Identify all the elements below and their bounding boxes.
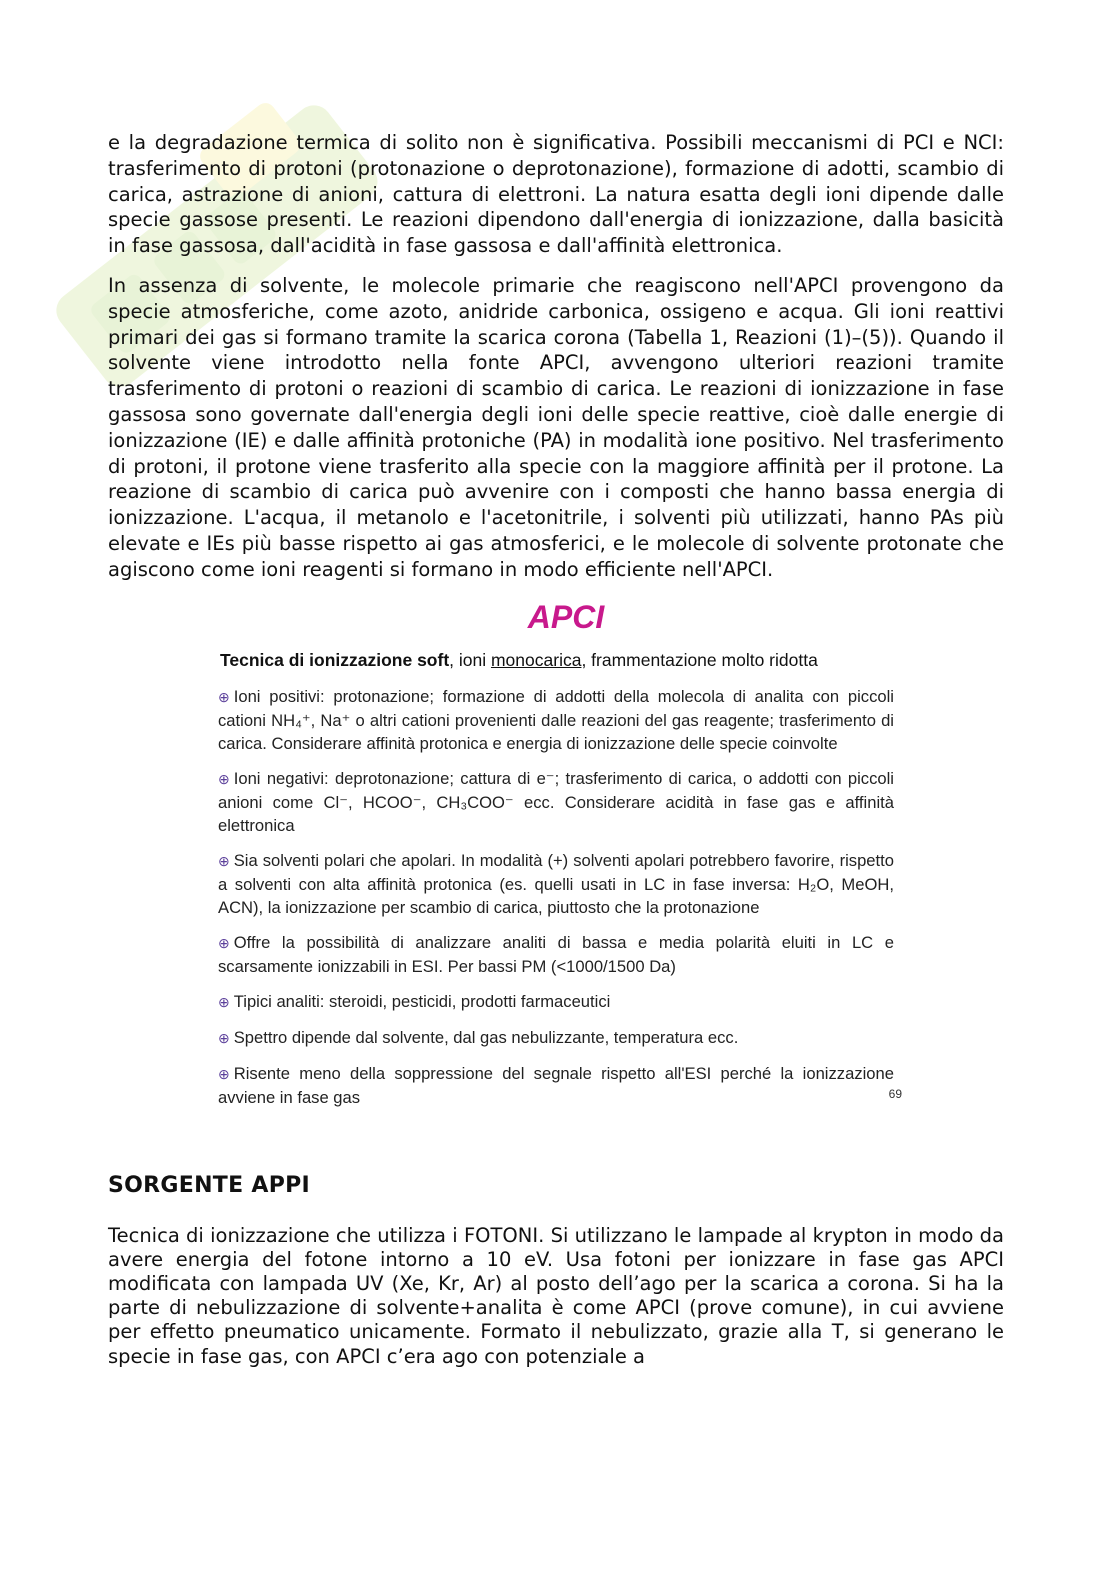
slide-bullet-list bbox=[218, 685, 894, 1109]
bullet-text: Ioni negativi: deprotonazione; cattura di e⁻; trasferimento di carica, o addotti con piccoli anioni come Cl⁻, HCOO⁻, CH₃COO⁻ ecc. Considerare acidità in fase gas e affinità elettronica bbox=[218, 768, 894, 835]
bullet-marker-icon: ⊕ bbox=[218, 770, 230, 787]
bullet-item bbox=[218, 1062, 894, 1109]
bullet-text: Offre la possibilità di analizzare analiti di bassa e media polarità eluiti in LC e scarsamente ionizzabili in ESI. Per bassi PM (<1000/1500 Da) bbox=[218, 932, 894, 976]
bullet-item bbox=[218, 931, 894, 978]
bullet-text: Tipici analiti: steroidi, pesticidi, prodotti farmaceutici bbox=[233, 991, 611, 1011]
slide-title: APCI bbox=[527, 598, 605, 635]
bullet-marker-icon: ⊕ bbox=[218, 1029, 230, 1046]
document-body bbox=[108, 130, 1004, 1369]
subtitle-sep: , ioni bbox=[449, 649, 491, 670]
bullet-item bbox=[218, 685, 894, 755]
bullet-text: Sia solventi polari che apolari. In modalità (+) solventi apolari potrebbero favorire, rispetto a solventi con alta affinità protonica (es. quelli usati in LC in fase inversa: H₂O, MeOH, ACN), la ionizzazione per scambio di carica, piuttosto che la protonazione bbox=[218, 850, 894, 917]
paragraph-ionization-mechanisms: e la degradazione termica di solito non è significativa. Possibili meccanismi di PCI e NCI: trasferimento di protoni (protonazione o deprotonazione), formazione di adotti, scambio di carica, astrazione di anioni, cattura di elettroni. La natura esatta degli ioni dipende dalle specie gassose presenti. Le reazioni dipendono dall'energia di ionizzazione, dalla basicità in fase gassosa, dall'acidità in fase gassosa e dall'affinità elettronica. bbox=[108, 131, 1004, 258]
bullet-text: Spettro dipende dal solvente, dal gas nebulizzante, temperatura ecc. bbox=[233, 1027, 739, 1047]
bullet-marker-icon: ⊕ bbox=[218, 852, 230, 869]
bullet-marker-icon: ⊕ bbox=[218, 688, 230, 705]
subtitle-underlined: monocarica bbox=[490, 649, 582, 670]
bullet-item bbox=[218, 849, 894, 919]
bullet-item bbox=[218, 1026, 894, 1050]
apci-slide bbox=[218, 598, 902, 1109]
bullet-item bbox=[218, 767, 894, 837]
bullet-marker-icon: ⊕ bbox=[218, 934, 230, 951]
bullet-item bbox=[218, 990, 894, 1014]
bullet-marker-icon: ⊕ bbox=[218, 1065, 230, 1082]
slide-page-number: 69 bbox=[888, 1086, 902, 1101]
slide-subtitle bbox=[220, 650, 894, 671]
subtitle-rest: , frammentazione molto ridotta bbox=[581, 649, 818, 670]
paragraph-appi: Tecnica di ionizzazione che utilizza i FOTONI. Si utilizzano le lampade al krypton in modo da avere energia del fotone intorno a 10 eV. Usa fotoni per ionizzare in fase gas APCI modificata con lampada UV (Xe, Kr, Ar) al posto dell’ago per la scarica a corona. Si ha la parte di nebulizzazione di solvente+analita è come APCI (prove comune), in cui avviene per effetto pneumatico unicamente. Formato il nebulizzato, grazie alla T, si generano le specie in fase gas, con APCI c’era ago con potenziale a bbox=[108, 1223, 1004, 1368]
bullet-text: Risente meno della soppressione del segnale rispetto all'ESI perché la ionizzazione avviene in fase gas bbox=[218, 1063, 894, 1107]
bullet-text: Ioni positivi: protonazione; formazione di addotti della molecola di analita con piccoli cationi NH₄⁺, Na⁺ o altri cationi provenienti dalle reazioni del gas reagente; trasferimento di carica. Considerare affinità protonica e energia di ionizzazione delle specie coinvolte bbox=[218, 686, 894, 753]
bullet-marker-icon: ⊕ bbox=[218, 993, 230, 1010]
subtitle-bold: Tecnica di ionizzazione soft bbox=[220, 649, 450, 670]
paragraph-apci-reactions: In assenza di solvente, le molecole primarie che reagiscono nell'APCI provengono da specie atmosferiche, come azoto, anidride carbonica, ossigeno e acqua. Gli ioni reattivi primari dei gas si formano tramite la scarica corona (Tabella 1, Reazioni (1)–(5)). Quando il solvente viene introdotto nella fonte APCI, avvengono ulteriori reazioni tramite trasferimento di protoni o reazioni di scambio di carica. Le reazioni di ionizzazione in fase gassosa sono governate dall'energia degli ioni delle specie reattive, cioè dalle energie di ionizzazione (IE) e dalle affinità protoniche (PA) in modalità ione positivo. Nel trasferimento di protoni, il protone viene trasferito alla specie con la maggiore affinità per il protone. La reazione di scambio di carica può avvenire con i composti che hanno bassa energia di ionizzazione. L'acqua, il metanolo e l'acetonitrile, i solventi più utilizzati, hanno PAs più elevate e IEs più basse rispetto ai gas atmosferici, e le molecole di solvente protonate che agiscono come ioni reagenti si formano in modo efficiente nell'APCI. bbox=[108, 273, 1004, 581]
section-heading: SORGENTE APPI bbox=[108, 1172, 311, 1198]
